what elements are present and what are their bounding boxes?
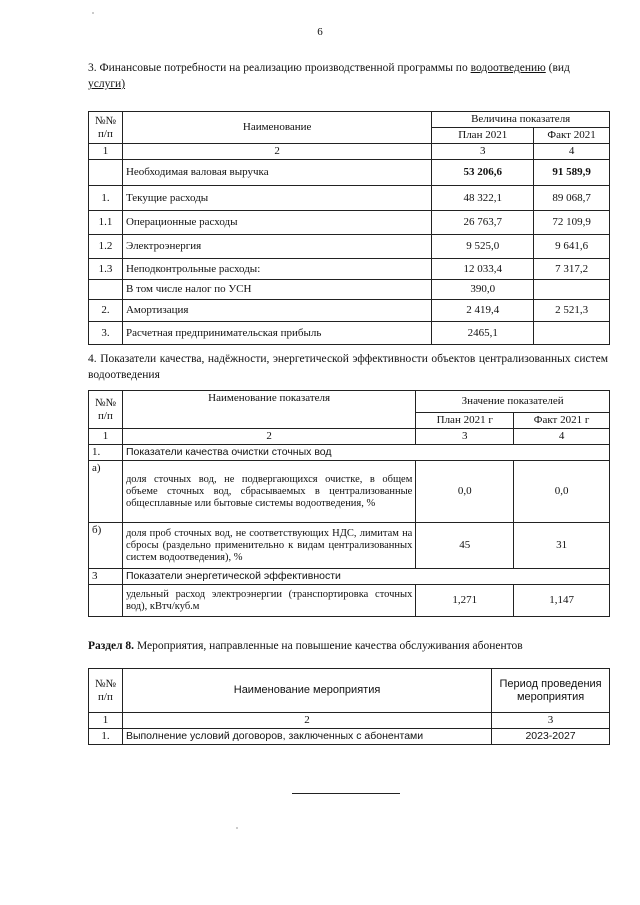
row-fact: 1,147 — [514, 585, 610, 617]
colnum: 4 — [514, 429, 610, 445]
row-fact: 91 589,9 — [534, 160, 610, 186]
row-name: Текущие расходы — [122, 186, 431, 211]
row-fact — [534, 322, 610, 345]
table-row — [89, 300, 610, 322]
colnum: 4 — [534, 144, 610, 160]
row-plan: 26 763,7 — [432, 211, 534, 235]
colnum: 2 — [122, 713, 491, 729]
table-row — [89, 322, 610, 345]
section3-heading-underlined: водоотведению — [470, 62, 546, 74]
row-num — [89, 585, 123, 617]
row-plan: 390,0 — [432, 280, 534, 300]
table-row — [89, 729, 610, 745]
page-number: 6 — [317, 26, 323, 38]
header-num: №№ п/п — [89, 669, 123, 713]
row-plan: 2465,1 — [432, 322, 534, 345]
row-name: доля проб сточных вод, не соответствующих НДС, лимитам на сбросы (раздельно применительно к видам централизованных систем водоотведения), % — [122, 523, 415, 569]
row-plan: 48 322,1 — [432, 186, 534, 211]
colnum: 1 — [89, 429, 123, 445]
row-plan: 1,271 — [416, 585, 514, 617]
colnum: 3 — [492, 713, 610, 729]
row-fact — [534, 280, 610, 300]
row-num: б) — [89, 523, 123, 569]
row-name: удельный расход электроэнергии (транспортировка сточных вод), кВтч/куб.м — [122, 585, 415, 617]
table-row — [89, 186, 610, 211]
table-row — [89, 569, 610, 585]
row-plan: 2 419,4 — [432, 300, 534, 322]
table-row — [89, 259, 610, 280]
end-divider — [292, 793, 400, 794]
row-num — [89, 280, 123, 300]
row-fact: 9 641,6 — [534, 235, 610, 259]
section3-heading-text: 3. Финансовые потребности на реализацию производственной программы по — [88, 62, 471, 74]
row-plan: 9 525,0 — [432, 235, 534, 259]
row-fact: 72 109,9 — [534, 211, 610, 235]
scan-speck — [92, 12, 94, 14]
header-num: №№ п/п — [89, 391, 123, 429]
row-num: 1.3 — [89, 259, 123, 280]
header-num: №№ п/п — [89, 112, 123, 144]
section8-heading-text: Мероприятия, направленные на повышение качества обслуживания абонентов — [134, 640, 523, 652]
header-fact: Факт 2021 — [534, 128, 610, 144]
colnum: 2 — [122, 144, 431, 160]
row-num: 1. — [89, 729, 123, 745]
row-plan: 53 206,6 — [432, 160, 534, 186]
row-fact: 0,0 — [514, 461, 610, 523]
row-num: а) — [89, 461, 123, 523]
section4-heading: 4. Показатели качества, надёжности, энергетической эффективности объектов централизованных систем водоотведения — [88, 353, 608, 381]
row-plan: 45 — [416, 523, 514, 569]
table-row — [89, 445, 610, 461]
header-value: Величина показателя — [432, 112, 610, 128]
row-fact: 2 521,3 — [534, 300, 610, 322]
section3-heading — [88, 60, 608, 92]
section3-heading-underlined-2: услуги) — [88, 78, 126, 90]
header-value: Значение показателей — [416, 391, 610, 413]
quality-indicators-table — [88, 390, 610, 617]
row-num: 3. — [89, 322, 123, 345]
row-name: доля сточных вод, не подвергающихся очистке, в общем объеме сточных вод, сбрасываемых в централизованные общесплавные или бытовые системы водоотведения, % — [122, 461, 415, 523]
group-num: 3 — [89, 569, 123, 585]
row-plan: 0,0 — [416, 461, 514, 523]
colnum: 3 — [416, 429, 514, 445]
colnum: 2 — [122, 429, 415, 445]
table-row — [89, 280, 610, 300]
row-name: Операционные расходы — [122, 211, 431, 235]
section3-heading-text-mid: (вид — [545, 62, 570, 74]
colnum: 1 — [89, 144, 123, 160]
row-name: Электроэнергия — [122, 235, 431, 259]
table-row — [89, 585, 610, 617]
row-name: В том числе налог по УСН — [122, 280, 431, 300]
row-fact: 31 — [514, 523, 610, 569]
table-row — [89, 211, 610, 235]
table-row — [89, 461, 610, 523]
header-plan: План 2021 г — [416, 413, 514, 429]
header-name: Наименование — [122, 112, 431, 144]
financial-needs-table — [88, 111, 610, 345]
group-title: Показатели качества очистки сточных вод — [122, 445, 609, 461]
group-num: 1. — [89, 445, 123, 461]
colnum: 1 — [89, 713, 123, 729]
row-fact: 89 068,7 — [534, 186, 610, 211]
activities-table — [88, 668, 610, 745]
row-fact: 7 317,2 — [534, 259, 610, 280]
header-fact: Факт 2021 г — [514, 413, 610, 429]
row-num: 2. — [89, 300, 123, 322]
row-num: 1.1 — [89, 211, 123, 235]
row-num: 1. — [89, 186, 123, 211]
row-num: 1.2 — [89, 235, 123, 259]
section8-heading — [88, 638, 608, 654]
table-row — [89, 160, 610, 186]
row-name: Неподконтрольные расходы: — [122, 259, 431, 280]
row-name: Расчетная предпринимательская прибыль — [122, 322, 431, 345]
section8-heading-bold: Раздел 8. — [88, 640, 135, 652]
header-plan: План 2021 — [432, 128, 534, 144]
header-period: Период проведения мероприятия — [492, 669, 610, 713]
row-period: 2023-2027 — [492, 729, 610, 745]
header-name: Наименование мероприятия — [122, 669, 491, 713]
row-plan: 12 033,4 — [432, 259, 534, 280]
table-row — [89, 523, 610, 569]
colnum: 3 — [432, 144, 534, 160]
row-name: Необходимая валовая выручка — [122, 160, 431, 186]
row-num — [89, 160, 123, 186]
row-name: Выполнение условий договоров, заключенных с абонентами — [122, 729, 491, 745]
group-title: Показатели энергетической эффективности — [122, 569, 609, 585]
table-row — [89, 235, 610, 259]
header-name: Наименование показателя — [122, 391, 415, 429]
row-name: Амортизация — [122, 300, 431, 322]
scan-speck — [236, 827, 238, 829]
